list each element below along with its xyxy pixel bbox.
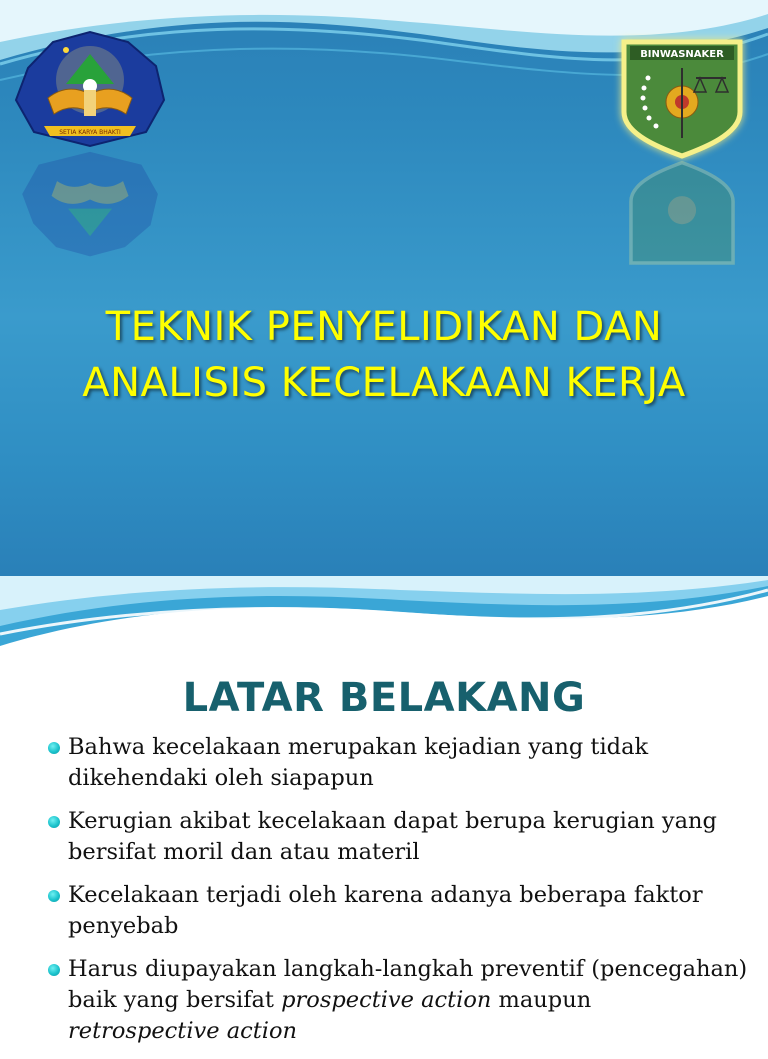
bullet-list xyxy=(48,732,748,1059)
bullet-item xyxy=(48,732,748,794)
binwasnaker-shield-logo xyxy=(614,34,750,159)
bullet-italic-term: retrospective action xyxy=(68,1018,297,1044)
decorative-waves xyxy=(0,576,768,656)
bullet-item xyxy=(48,880,748,942)
ministry-emblem-reflection xyxy=(8,150,173,260)
svg-text:BINWASNAKER: BINWASNAKER xyxy=(640,49,724,60)
binwasnaker-shield-reflection xyxy=(614,160,750,270)
bullet-item xyxy=(48,806,748,868)
content-slide xyxy=(0,576,768,1044)
bullet-text: Kerugian akibat kecelakaan dapat berupa kerugian yang bersifat moril dan atau materil xyxy=(68,808,717,865)
slide-title xyxy=(40,299,728,411)
slide-heading: LATAR BELAKANG xyxy=(182,675,586,722)
svg-text:SETIA KARYA BHAKTI: SETIA KARYA BHAKTI xyxy=(59,129,121,136)
bullet-text: Kecelakaan terjadi oleh karena adanya beberapa faktor penyebab xyxy=(68,882,703,939)
bullet-dot-icon xyxy=(48,890,60,902)
ministry-emblem-logo xyxy=(8,28,173,148)
bullet-text xyxy=(68,954,748,1047)
bullet-text: Bahwa kecelakaan merupakan kejadian yang tidak dikehendaki oleh siapapun xyxy=(68,734,649,791)
bullet-dot-icon xyxy=(48,742,60,754)
slide-title-line-1: TEKNIK PENYELIDIKAN DAN xyxy=(105,303,663,350)
bullet-text-part: Harus diupayakan langkah-langkah preventif (pencegahan) baik yang bersifat xyxy=(68,956,748,1013)
bullet-item xyxy=(48,954,748,1047)
bullet-text-part: maupun xyxy=(491,987,592,1013)
slide-title-line-2: ANALISIS KECELAKAAN KERJA xyxy=(82,359,686,406)
bullet-dot-icon xyxy=(48,964,60,976)
bullet-italic-term: prospective action xyxy=(281,987,492,1013)
bullet-dot-icon xyxy=(48,816,60,828)
